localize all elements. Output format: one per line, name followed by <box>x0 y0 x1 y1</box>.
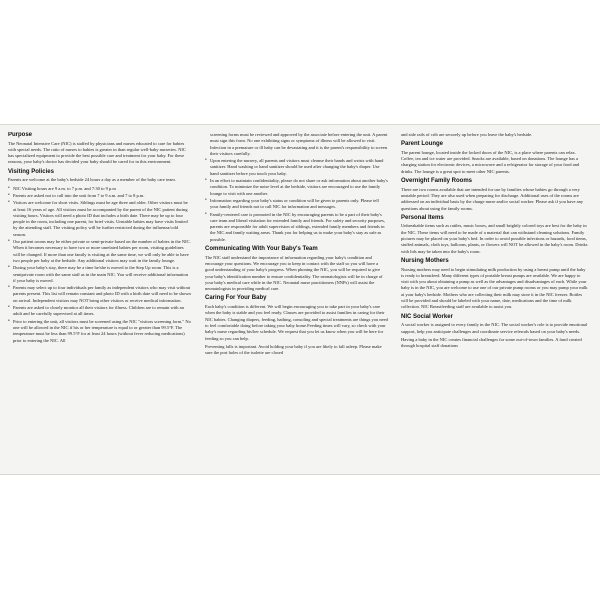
caring-text-continued: and side rails of crib are securely up before you leave the baby's bedside. <box>401 132 533 137</box>
list-item: • Parents may select up to four individuals per family as independent visitors who may visit without parents present. This list will remain constant and photo ID with a birth date will need to be shown on arrival. Independent visitors may NOT bring other visitors or receive medical information. <box>8 285 191 304</box>
purpose-heading: Purpose <box>8 132 33 138</box>
list-item: • Parents are asked not to call into the unit from 7 to 9 a.m. and 7 to 8 p.m. <box>8 193 191 199</box>
visiting-list <box>8 186 191 344</box>
list-item: • Prior to entering the unit, all visitors must be screened using the NIC "visitors screening form." No one will be allowed in the NIC if his or her temperature is equal to or greater than 99.5°F. The temperature must be less than 99.5°F for at least 24 hours (without fever reducing medications) prior to entering the NIC. All <box>8 319 191 344</box>
list-item: • In an effort to maintain confidentiality, please do not share or ask information about another baby's condition. To minimize the noise level at the bedside, visitors are encouraged to use the family lounge to visit with one another. <box>205 178 388 197</box>
column-2 <box>205 132 388 470</box>
brochure-page <box>0 124 600 475</box>
list-item: • Family-centered care is promoted in the NIC by encouraging parents to be a part of their baby's care team and liberal visitation for extended family and friends. For safety and security purposes, parents are responsible for adult supervision of siblings, extended family members and friends in the NIC and family waiting areas. Thank you for helping us to make your baby's stay as safe as possible. <box>205 212 388 243</box>
purpose-text: The Neonatal Intensive Care (NIC) is staffed by physicians and nurses educated to care for babies with special needs. The ratio of nurses to babies is greater in than regular well-baby nurseries. NIC has specialized equipment to provide the best possible care and treatment for your baby. For these reasons, your baby's doctor has decided your baby should be cared for in this environment. <box>8 140 186 165</box>
overnight-text: There are two rooms available that are intended for use by families whose babies go through a very unstable period. They are also used when preparing for discharge. Additional uses of the rooms are addressed on an individual basis by the charge nurse and/or social worker. Please ask if you have any questions about using the family rooms. <box>401 186 584 211</box>
list-item: • Visitors are welcome for short visits. Siblings must be age three and older. Other visitors must be at least 16 years of age. All visitors must be accompanied by the parent of the NIC patient during visiting hours. Visitors will need a photo ID that includes a birth date. There may be up to four people in the room, including one parent, for brief visits. Unstable babies may have visits limited by the attending staff. The visiting policy will be further restricted during the influenza/cold season. <box>8 200 191 238</box>
visiting-intro: Parents are welcome at the baby's bedside 24 hours a day as a member of the baby care team. <box>8 177 176 183</box>
list-item: screening forms must be reviewed and approved by the associate before entering the unit. A parent must sign this form. No one exhibiting signs or symptoms of illness will be allowed to visit. Infection in a premature or ill baby can be devastating and it is the parent's responsibility to screen their visitors carefully. <box>210 132 388 156</box>
visiting-heading: Visiting Policies <box>8 168 54 175</box>
social-text-2: Having a baby in the NIC creates financial challenges for some out-of-town families. A fund created through hospital staff donations <box>401 336 582 349</box>
communicating-text: The NIC staff understand the importance of information regarding your baby's condition and encourage your questions. We encourage you to keep in contact with the staff so you will have a good understanding of your baby's progress. When phoning the NIC, you will be required to give your baby's identification number to ensure confidentiality. The neonatologists will be in charge of your baby's medical care while in the NIC. Neonatal nurse practitioners (NNPs) will assist the neonatologists in providing medical care. <box>205 254 383 292</box>
list-item: • NIC Visiting hours are 9 a.m. to 7 p.m. and 7:30 to 9 p.m <box>8 186 191 192</box>
visiting-list-continued <box>205 132 388 243</box>
nursing-heading: Nursing Mothers <box>401 257 449 264</box>
nursing-text: Nursing mothers may need to begin stimulating milk production by using a breast pump until the baby is ready to breastfeed. Many different types of portable breast pumps are available. We are happy to visit with you about obtaining a pump as well as the advantages and disadvantages of each. While your baby is in the NIC, you are welcome to use one of our private pump rooms or you may pump your milk at your baby's bedside. Mothers who are collecting their milk may store it in the NIC freezer. Bottles will be provided and should be labeled with your name, date, medications and the time of milk collection. NIC Breastfeeding staff are available to assist you. <box>401 266 588 310</box>
lounge-text: The parent lounge, located inside the locked doors of the NIC, is a place where parents can relax. Coffee, tea and ice water are provided. Snacks are available, based on donations. The lounge has a charging station for electronic devices, a microwave and a refrigerator for storage of your food and drinks. The lounge is a great spot to meet other NIC parents. <box>401 149 580 174</box>
list-item: • Our patient rooms may be either private or semi-private based on the number of babies in the NIC. When it becomes necessary to have two or more unrelated babies per room, visiting guidelines will be changed. If more than one family is visiting at the same time, we will only be able to have two people per baby at the bedside. Any additional visitors may wait in the family lounge. <box>8 239 191 264</box>
column-3 <box>401 132 589 470</box>
caring-text: Each baby's condition is different. We will begin encouraging you to take part in your baby's care when the baby is stable and you feel ready. Classes are provided to assist families in caring for their NIC babies. Changing diapers, feeding, bathing, consoling and special treatments are things you need to feel comfortable doing before taking your baby home.Feeding times will vary, so check with your baby's nurse regarding his/her schedule. We request that you let us know when you will be here for feeding so you can help. <box>205 304 388 341</box>
column-1 <box>8 132 191 470</box>
lounge-heading: Parent Lounge <box>401 141 444 148</box>
list-item: • During your baby's stay, there may be a time he/she is moved to the Step Up room. This is a semiprivate room with the same staff as in the main NIC. You will receive additional information if your baby is moved. <box>8 265 191 284</box>
caring-heading: Caring For Your Baby <box>205 295 267 302</box>
caring-text-2: Preventing falls is important. Avoid holding your baby if you are likely to fall asleep. Please make sure the port holes of the isolette are closed <box>205 343 382 356</box>
personal-heading: Personal Items <box>401 214 444 221</box>
list-item: • Parents are asked to closely monitor all their visitors for illness. Children are to remain with an adult and be carefully supervised at all times. <box>8 305 191 318</box>
social-text: A social worker is assigned to every family in the NIC. The social worker's role is to provide emotional support, help you anticipate challenges and coordinate service referrals based on your baby's needs. <box>401 322 588 334</box>
overnight-heading: Overnight Family Rooms <box>401 178 473 185</box>
list-item: • Upon entering the nursery, all parents and visitors must cleanse their hands and wrists with hand sanitizer. Hand washing or hand sanitizer should be used after changing the baby's diaper. Use hand sanitizer before you touch your baby. <box>205 158 388 177</box>
social-heading: NIC Social Worker <box>401 313 453 320</box>
communicating-heading: Communicating With Your Baby's Team <box>205 246 318 253</box>
personal-text: Unbreakable items such as rattles, music boxes, and small brightly colored toys are best for the baby in the NIC. These items will need to be made of a material that can withstand cleaning solutions. Family pictures may be placed on your baby's bed. In order to avoid possible infections or hazards, food items, stuffed animals, cloth toys, balloons, plants, or flowers will NOT be allowed in the baby's room. Drinks with lids may be taken into the baby's room. <box>401 223 588 254</box>
list-item: • Information regarding your baby's status or condition will be given to parents only. Please tell your family and friends not to call NIC for information and messages. <box>205 198 388 211</box>
